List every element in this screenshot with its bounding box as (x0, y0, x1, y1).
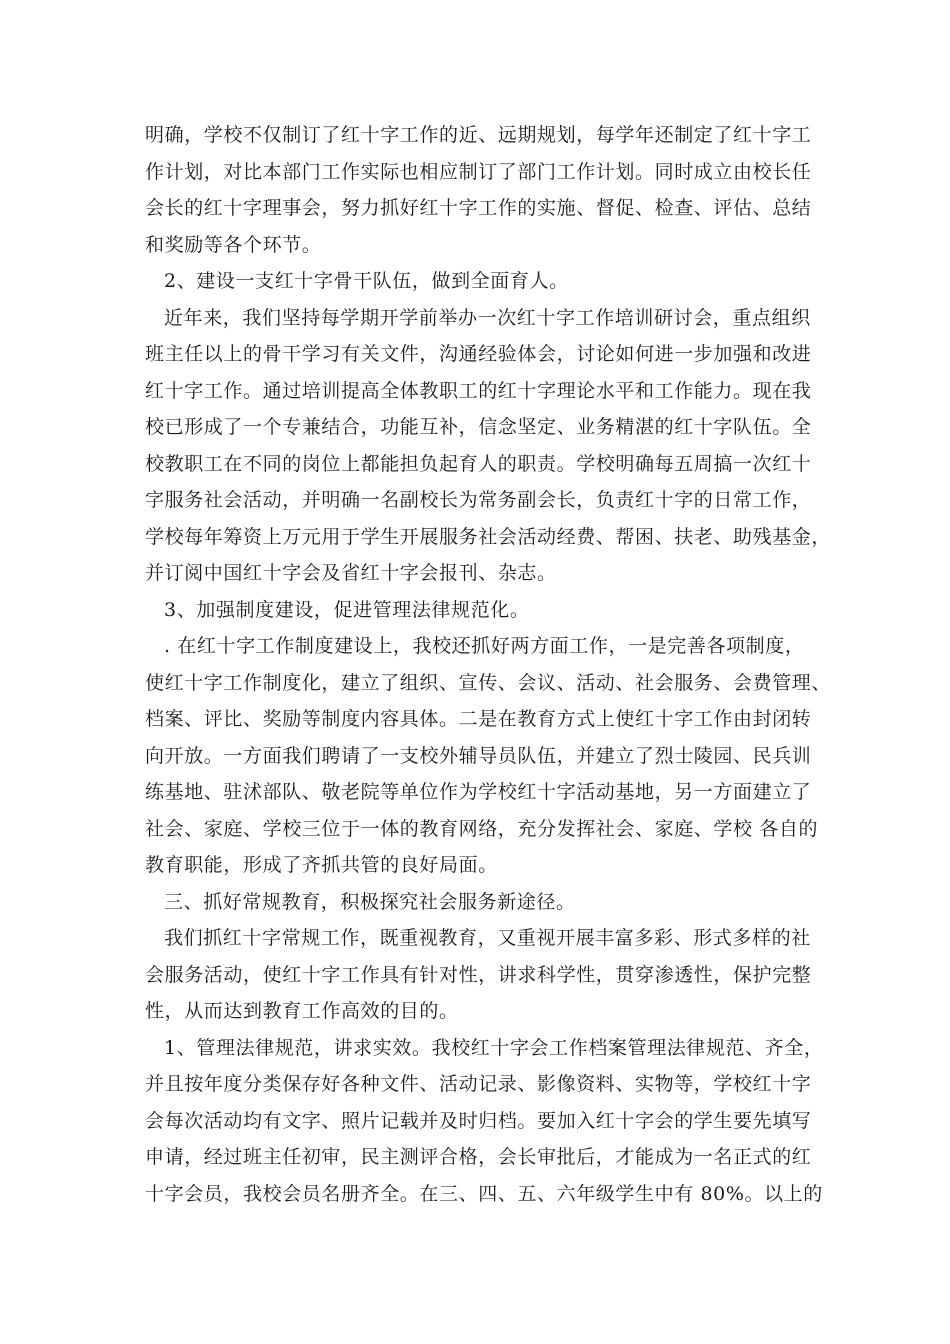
text-line: 明确，学校不仅制订了红十字工作的近、远期规划，每学年还制定了红十字工 (145, 124, 812, 146)
text-line: 三、抓好常规教育，积极探究社会服务新途径。 (164, 890, 576, 913)
text-line: 社会、家庭、学校三位于一体的教育网络，充分发挥社会、家庭、学校 各自的 (145, 817, 819, 840)
text-line: 会长的红十字理事会，努力抓好红十字工作的实施、督促、检查、评估、总结 (145, 197, 812, 219)
text-line: 使红十字工作制度化，建立了组织、宣传、会议、活动、社会服务、会费管理、 (145, 671, 832, 694)
text-line: 校已形成了一个专兼结合，功能互补，信念坚定、业务精湛的红十字队伍。全 (145, 416, 812, 438)
document-body (145, 117, 832, 1212)
text-line: 红十字工作。通过培训提高全体教职工的红十字理论水平和工作能力。现在我 (145, 379, 812, 402)
text-line: 练基地、驻沭部队、敬老院等单位作为学校红十字活动基地，另一方面建立了 (145, 781, 812, 803)
text-line: 并订阅中国红十字会及省红十字会报刊、杂志。 (145, 562, 557, 584)
text-line: 十字会员，我校会员名册齐全。在三、四、五、六年级学生中有 80%。以上的 (145, 1182, 823, 1205)
text-line: 1、管理法律规范，讲求实效。我校红十字会工作档案管理法律规范、齐全， (164, 1036, 824, 1059)
text-line: . 在红十字工作制度建设上，我校还抓好两方面工作，一是完善各项制度， (164, 635, 805, 657)
text-line: 校教职工在不同的岗位上都能担负起育人的职责。学校明确每五周搞一次红十 (145, 452, 812, 475)
text-line: 字服务社会活动，并明确一名副校长为常务副会长，负责红十字的日常工作， (145, 489, 812, 511)
text-line: 班主任以上的骨干学习有关文件，沟通经验体会，讨论如何进一步加强和改进 (145, 343, 812, 365)
text-line: 会服务活动，使红十字工作具有针对性，讲求科学性，贯穿渗透性，保护完整 (145, 963, 812, 986)
text-line: 和奖励等各个环节。 (145, 233, 322, 256)
text-line: 作计划，对比本部门工作实际也相应制订了部门工作计划。同时成立由校长任 (145, 160, 812, 183)
text-line: 会每次活动均有文字、照片记载并及时归档。要加入红十字会的学生要先填写 (145, 1109, 812, 1132)
text-line: 档案、评比、奖励等制度内容具体。二是在教育方式上使红十字工作由封闭转 (145, 708, 812, 730)
text-line: 并且按年度分类保存好各种文件、活动记录、影像资料、实物等，学校红十字 (145, 1073, 812, 1095)
text-line: 3、加强制度建设，促进管理法律规范化。 (164, 598, 530, 621)
text-line: 我们抓红十字常规工作，既重视教育，又重视开展丰富多彩、形式多样的社 (164, 927, 811, 949)
text-line: 近年来，我们坚持每学期开学前举办一次红十字工作培训研讨会，重点组织 (164, 306, 811, 329)
text-line: 教育职能，形成了齐抓共管的良好局面。 (145, 854, 498, 876)
text-line: 性，从而达到教育工作高效的目的。 (145, 1000, 459, 1022)
text-line: 向开放。一方面我们聘请了一支校外辅导员队伍，并建立了烈士陵园、民兵训 (145, 744, 812, 767)
text-line: 申请，经过班主任初审，民主测评合格，会长审批后，才能成为一名正式的红 (145, 1146, 812, 1168)
text-line: 学校每年筹资上万元用于学生开展服务社会活动经费、帮困、扶老、助残基金， (145, 525, 832, 548)
text-line: 2、建设一支红十字骨干队伍，做到全面育人。 (164, 270, 569, 292)
